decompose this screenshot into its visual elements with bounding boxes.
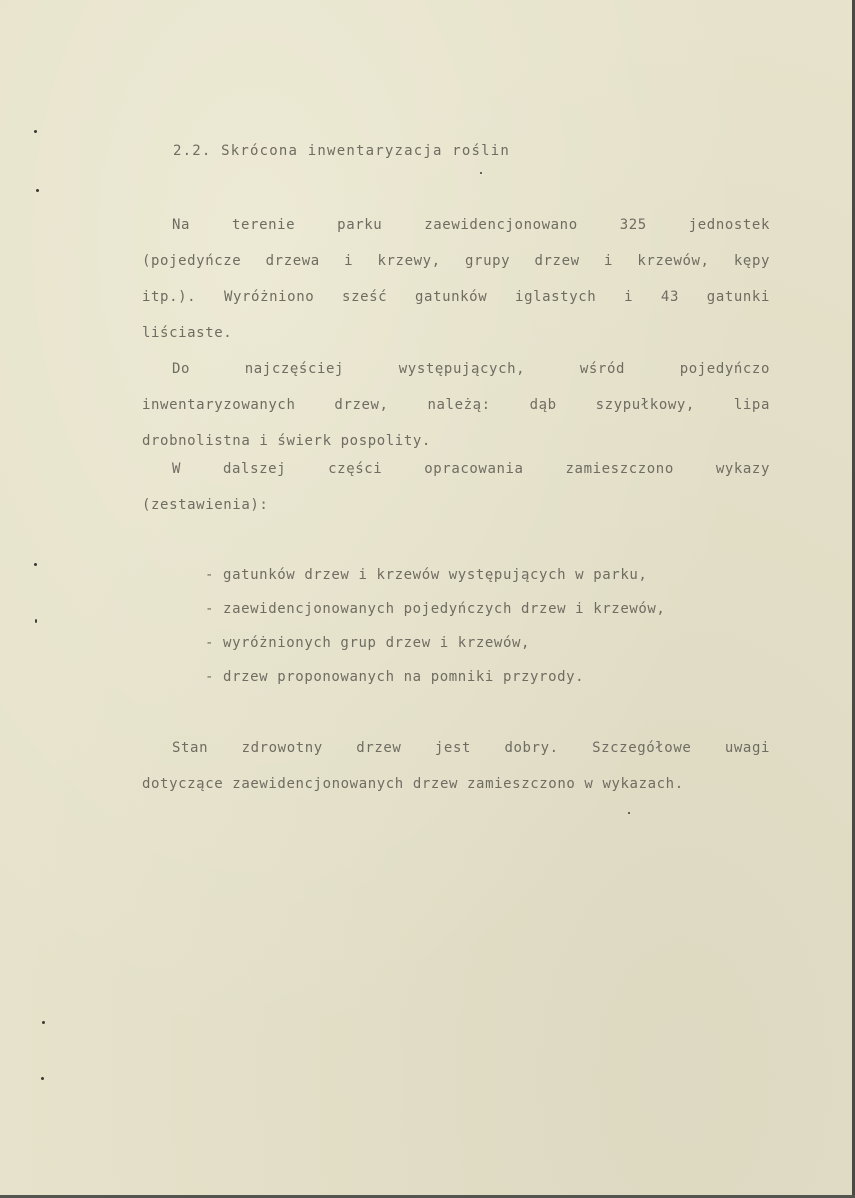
paragraph-line: inwentaryzowanych drzew, należą: dąb szypułkowy, lipa — [142, 397, 770, 413]
paragraph-health-status — [142, 730, 770, 802]
paragraph-line: drobnolistna i świerk pospolity. — [142, 433, 431, 449]
scan-speck — [35, 619, 37, 623]
scan-speck — [34, 130, 37, 133]
paragraph-line: dotyczące zaewidencjonowanych drzew zamieszczono w wykazach. — [142, 776, 684, 792]
paragraph-line: Na terenie parku zaewidencjonowano 325 jednostek — [172, 217, 770, 233]
paragraph-common-species — [142, 351, 770, 459]
paragraph-line: Stan zdrowotny drzew jest dobry. Szczegółowe uwagi — [172, 740, 770, 756]
paragraph-lists-intro — [142, 451, 770, 523]
paragraph-inventory-summary — [142, 207, 770, 351]
paragraph-line: liściaste. — [142, 325, 233, 341]
scan-speck — [42, 1021, 45, 1024]
list-item: - zaewidencjonowanych pojedyńczych drzew i krzewów, — [205, 601, 666, 617]
paragraph-line: W dalszej części opracowania zamieszczono wykazy — [172, 461, 770, 477]
scan-speck — [480, 172, 482, 174]
list-item: - wyróżnionych grup drzew i krzewów, — [205, 635, 531, 651]
paragraph-line: itp.). Wyróżniono sześć gatunków iglastych i 43 gatunki — [142, 289, 770, 305]
paragraph-line: (pojedyńcze drzewa i krzewy, grupy drzew i krzewów, kępy — [142, 253, 770, 269]
section-heading: 2.2. Skrócona inwentaryzacja roślin — [173, 143, 511, 159]
list-item: - drzew proponowanych na pomniki przyrody. — [205, 669, 585, 685]
paragraph-line: Do najczęściej występujących, wśród pojedyńczo — [172, 361, 770, 377]
list-item: - gatunków drzew i krzewów występujących w parku, — [205, 567, 648, 583]
scan-speck — [628, 812, 630, 814]
scan-speck — [41, 1077, 44, 1080]
scan-speck — [34, 563, 37, 566]
lists-enumeration — [205, 558, 665, 694]
scan-speck — [36, 189, 39, 192]
paragraph-line: (zestawienia): — [142, 497, 269, 513]
